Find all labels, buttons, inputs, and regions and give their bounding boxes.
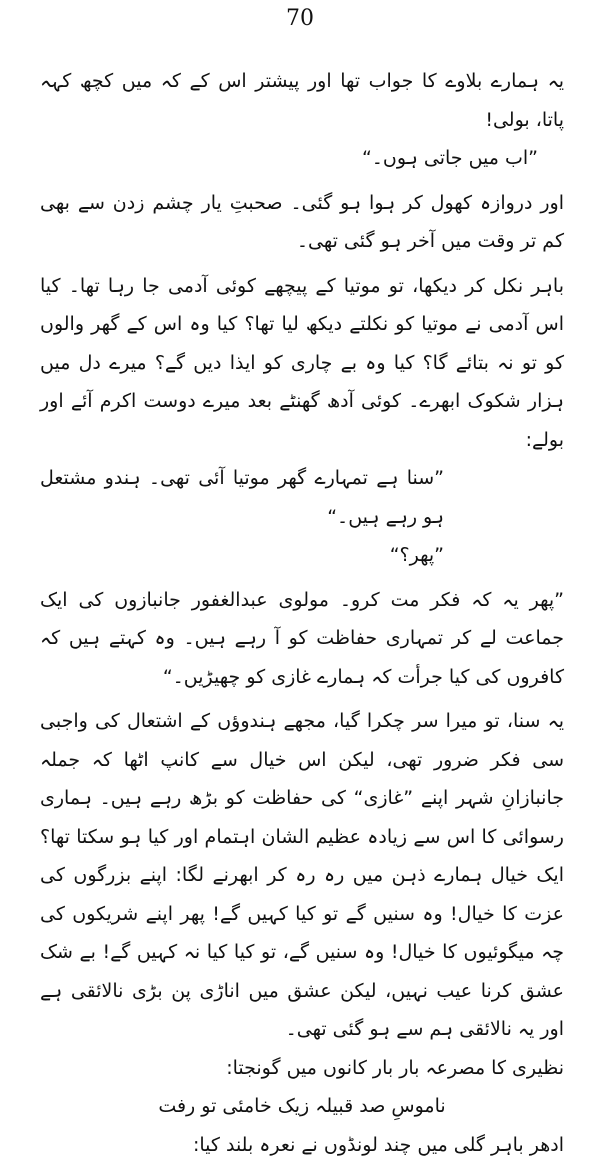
page-body-text bbox=[40, 62, 564, 1164]
dialogue-line: ”پھر؟“ bbox=[40, 536, 564, 575]
paragraph: ادھر باہر گلی میں چند لونڈوں نے نعرہ بلند کیا: bbox=[40, 1126, 564, 1164]
paragraph: اور دروازہ کھول کر ہوا ہو گئی۔ صحبتِ یار چشم زدن سے بھی کم تر وقت میں آخر ہو گئی تھی۔ bbox=[40, 184, 564, 261]
page-number: 70 bbox=[0, 6, 600, 31]
verse-line: ناموسِ صد قبیلہ زیک خامئی تو رفت bbox=[40, 1087, 564, 1126]
dialogue-line: ”اب میں جاتی ہوں۔“ bbox=[40, 139, 564, 178]
paragraph: باہر نکل کر دیکھا، تو موتیا کے پیچھے کوئی آدمی جا رہا تھا۔ کیا اس آدمی نے موتیا کو نکلتے دیکھ لیا تھا؟ کیا وہ اس کے گھر والوں کو تو نہ بتائے گا؟ کیا وہ بے چاری کو ایذا دیں گے؟ میرے دل میں ہزار شکوک ابھرے۔ کوئی آدھ گھنٹے بعد میرے دوست اکرم آئے اور بولے: bbox=[40, 267, 564, 460]
paragraph: ”پھر یہ کہ فکر مت کرو۔ مولوی عبدالغفور جانبازوں کی ایک جماعت لے کر تمہاری حفاظت کو آ رہے ہیں۔ وہ کہتے ہیں کہ کافروں کی کیا جرأت کہ ہمارے غازی کو چھیڑیں۔“ bbox=[40, 581, 564, 697]
paragraph: یہ سنا، تو میرا سر چکرا گیا، مجھے ہندوؤں کے اشتعال کی واجبی سی فکر ضرور تھی، لیکن اس خیال سے کانپ اٹھا کہ جملہ جانبازانِ شہر اپنے ”غازی“ کی حفاظت کو بڑھ رہے ہیں۔ ہماری رسوائی کا اس سے زیادہ عظیم الشان اہتمام اور کیا ہو سکتا تھا؟ ایک خیال ہمارے ذہن میں رہ رہ کر ابھرنے لگا: اپنے بزرگوں کی عزت کا خیال! وہ سنیں گے تو کیا کہیں گے! پھر اپنے شریکوں کی چہ میگوئیوں کا خیال! وہ سنیں گے، تو کیا کیا نہ کہیں گے! بے شک عشق کرنا عیب نہیں، لیکن عشق میں اناڑی پن بڑی نالائقی ہے اور یہ نالائقی ہم سے ہو گئی تھی۔ bbox=[40, 702, 564, 1049]
paragraph: نظیری کا مصرعہ بار بار کانوں میں گونجتا: bbox=[40, 1049, 564, 1088]
paragraph: یہ ہمارے بلاوے کا جواب تھا اور پیشتر اس کے کہ میں کچھ کہہ پاتا، بولی! bbox=[40, 62, 564, 139]
dialogue-line: ”سنا ہے تمہارے گھر موتیا آئی تھی۔ ہندو مشتعل ہو رہے ہیں۔“ bbox=[40, 459, 564, 536]
